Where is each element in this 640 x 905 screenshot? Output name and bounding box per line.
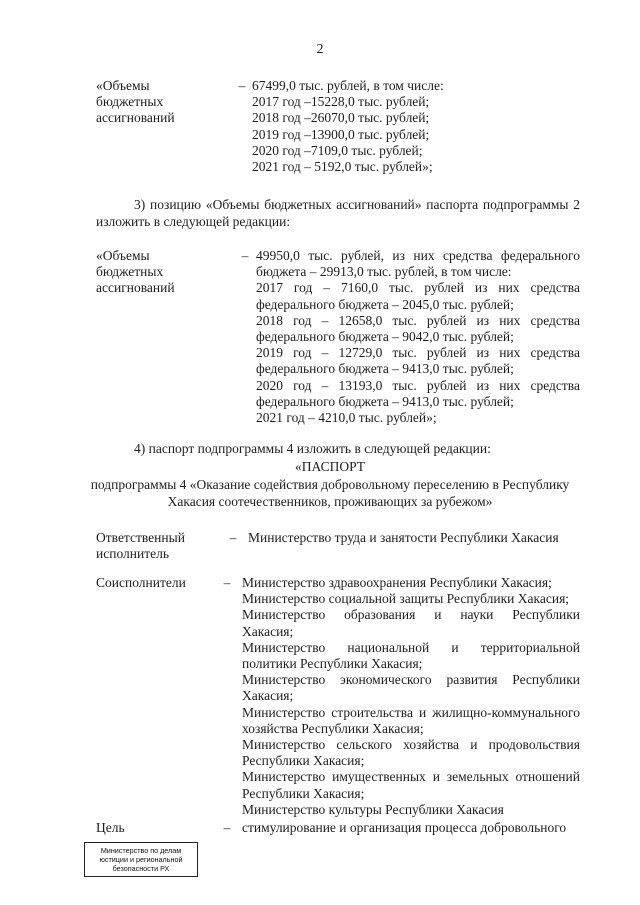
dash: –: [229, 530, 237, 545]
responsible-executor-label: Ответственный исполнитель: [96, 530, 185, 562]
coexecutor-item: Министерство имущественных и земельных отношений Республики Хакасия;: [242, 769, 580, 801]
dash: –: [238, 78, 246, 93]
coexecutors-list: [242, 575, 580, 818]
passport-title: «ПАСПОРТ: [295, 459, 365, 474]
coexecutor-item: Министерство социальной защиты Республики Хакасия;: [242, 591, 570, 607]
goal-row: [96, 820, 580, 836]
goal-value: стимулирование и организация процесса добровольного: [242, 820, 567, 835]
coexecutor-item: Министерство здравоохранения Республики Хакасия;: [242, 575, 552, 590]
coexecutor-item: Министерство строительства и жилищно-коммунального хозяйства Республики Хакасия;: [242, 704, 580, 736]
responsible-executor-row: [96, 530, 580, 562]
passport-subtitle-line-2: Хакасия соотечественников, проживающих за рубежом»: [167, 494, 493, 509]
ministry-stamp: Министерство по делам юстиции и региональной безопасности РХ: [84, 842, 198, 877]
coexecutor-item: Министерство экономического развития Республики Хакасия;: [242, 672, 580, 704]
coexecutors-label: Соисполнители: [96, 575, 186, 590]
dash: –: [241, 248, 249, 263]
budget-values-2: 49950,0 тыс. рублей, из них средства федерального бюджета – 29913,0 тыс. рублей, в том числе: 2017 год – 7160,0 тыс. рублей из них средства федерального бюджета – 2045,0 тыс. рублей; 2018 год – 12658,0 тыс. рублей из них средства федерального бюджета – 9042,0 тыс. рублей; 2019 год – 12729,0 тыс. рублей из них средства федерального бюджета – 9413,0 тыс. рублей; 2020 год – 13193,0 тыс. рублей из них средства федерального бюджета – 9413,0 тыс. рублей; 2021 год – 4210,0 тыс. рублей»;: [256, 248, 580, 426]
passport-subtitle-line-1: подпрограммы 4 «Оказание содействия добровольному переселению в Республику: [90, 477, 570, 492]
coexecutor-item: Министерство национальной и территориальной политики Республики Хакасия;: [242, 639, 580, 672]
budget-label-1: «Объемы бюджетных ассигнований: [96, 78, 175, 126]
goal-label: Цель: [96, 820, 125, 835]
dash: –: [223, 820, 231, 835]
item-3-paragraph: 3) позицию «Объемы бюджетных ассигнований» паспорта подпрограммы 2 изложить в следующей редакции:: [96, 197, 580, 229]
coexecutor-item: Министерство сельского хозяйства и продовольствия Республики Хакасия;: [242, 737, 580, 769]
responsible-executor-value: Министерство труда и занятости Республики Хакасия: [248, 530, 559, 545]
budget-label-2: «Объемы бюджетных ассигнований: [96, 248, 175, 296]
budget-block-1: [96, 78, 546, 175]
dash: –: [223, 575, 231, 590]
page-number: 2: [316, 42, 324, 57]
coexecutor-item: Министерство культуры Республики Хакасия: [242, 801, 504, 817]
coexecutors-row: [96, 575, 580, 818]
item-4-paragraph: 4) паспорт подпрограммы 4 изложить в следующей редакции:: [134, 441, 491, 456]
coexecutor-item: Министерство образования и науки Республики Хакасия;: [242, 607, 580, 639]
budget-values-1: 67499,0 тыс. рублей, в том числе: 2017 год –15228,0 тыс. рублей; 2018 год –26070,0 тыс. рублей; 2019 год –13900,0 тыс. рублей; 2020 год –7109,0 тыс. рублей; 2021 год – 5192,0 тыс. рублей»;: [252, 78, 444, 175]
budget-block-2: [96, 248, 580, 426]
